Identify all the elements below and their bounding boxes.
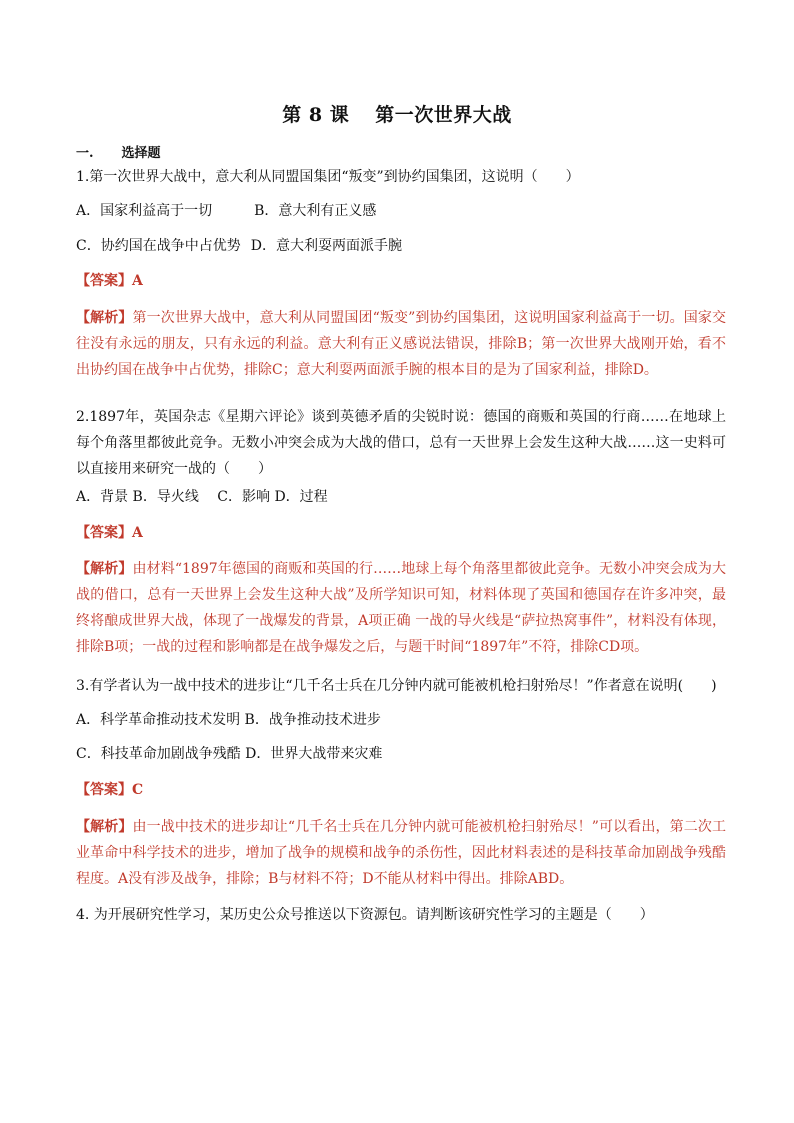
explanation-text-highlight: “萨拉热窝事件” [514, 613, 614, 629]
explanation-tag: 【解析】 [76, 819, 133, 835]
explanation-text-1: 由材料“1897年德国的商贩和英国的行……地球上每个角落里都彼此竞争。无数小冲突会成为大战的借口，总有一天世界上会发生这种大战”及所学知识可知，材料体现了英国和德国存在许多冲突，最终将酿成世界大战，体现了一战爆发的背景，A项正确 一战的导火线是 [76, 561, 726, 629]
explanation-text: 由一战中技术的进步却让“几千名士兵在几分钟内就可能被机枪扫射殆尽！”可以看出，第二次工业革命中科学技术的进步，增加了战争的规模和战争的杀伤性，因此材料表述的是科技革命加剧战争残酷程度。A没有涉及战争，排除；B与材料不符；D不能从材料中得出。排除ABD。 [76, 819, 727, 887]
section-label: 选择题 [121, 146, 161, 161]
page-title [0, 100, 794, 127]
question-2-explanation [76, 556, 726, 660]
answer-value: A [132, 273, 143, 289]
section-number: 一. [76, 146, 94, 161]
lesson-number: 第 8 课 [282, 104, 350, 126]
question-1-explanation [76, 305, 726, 383]
answer-tag: 【答案】 [76, 782, 132, 798]
question-2-stem: 2.1897年，英国杂志《星期六评论》谈到英德矛盾的尖锐时说：德国的商贩和英国的行商……在地球上每个角落里都彼此竞争。无数小冲突会成为大战的借口，总有一天世界上会发生这种大战……这一史料可以直接用来研究一战的（ ） [76, 409, 726, 477]
question-3-options-ab: A．科学革命推动技术发明 B．战争推动技术进步 [76, 712, 381, 728]
question-2-answer [76, 525, 726, 541]
question-3-answer [76, 782, 726, 798]
answer-value: C [132, 782, 144, 798]
explanation-text: 第一次世界大战中，意大利从同盟国团“叛变”到协约国集团，这说明国家利益高于一切。国家交往没有永远的朋友，只有永远的利益。意大利有正义感说法错误，排除B；第一次世界大战刚开始，看不出协约国在战争中占优势，排除C；意大利耍两面派手腕的根本目的是为了国家利益，排除D。 [76, 310, 727, 378]
question-1-answer [76, 273, 726, 289]
question-2-options: A．背景 B．导火线 C．影响 D．过程 [76, 489, 328, 505]
explanation-text-2: ，材料没有体现，排除B项；一战的过程和影响都是在战争爆发之后，与题干时间“1897年”不符，排除CD项。 [76, 613, 726, 655]
question-3-explanation [76, 814, 726, 892]
explanation-tag: 【解析】 [76, 561, 133, 577]
question-1-stem: 1.第一次世界大战中，意大利从同盟国集团“叛变”到协约国集团，这说明（ ） [76, 169, 580, 185]
lesson-topic: 第一次世界大战 [375, 104, 512, 126]
question-1-options-cd [76, 238, 726, 254]
section-heading [76, 146, 726, 162]
question-4-stem: 4. 为开展研究性学习，某历史公众号推送以下资源包。请判断该研究性学习的主题是（ ） [76, 907, 654, 923]
answer-value: A [132, 525, 143, 541]
answer-tag: 【答案】 [76, 525, 132, 541]
q1-option-a: A．国家利益高于一切 [76, 203, 213, 219]
question-1-options-ab [76, 203, 726, 219]
q1-option-c: C．协约国在战争中占优势 [76, 238, 241, 254]
q1-option-b: B．意大利有正义感 [254, 203, 377, 219]
answer-tag: 【答案】 [76, 273, 132, 289]
question-3-options-cd: C．科技革命加剧战争残酷 D．世界大战带来灾难 [76, 746, 383, 762]
question-3-stem: 3.有学者认为一战中技术的进步让“几千名士兵在几分钟内就可能被机枪扫射殆尽！”作者意在说明( ) [76, 678, 717, 694]
q1-option-d: D．意大利耍两面派手腕 [250, 238, 402, 254]
explanation-tag: 【解析】 [76, 310, 133, 326]
